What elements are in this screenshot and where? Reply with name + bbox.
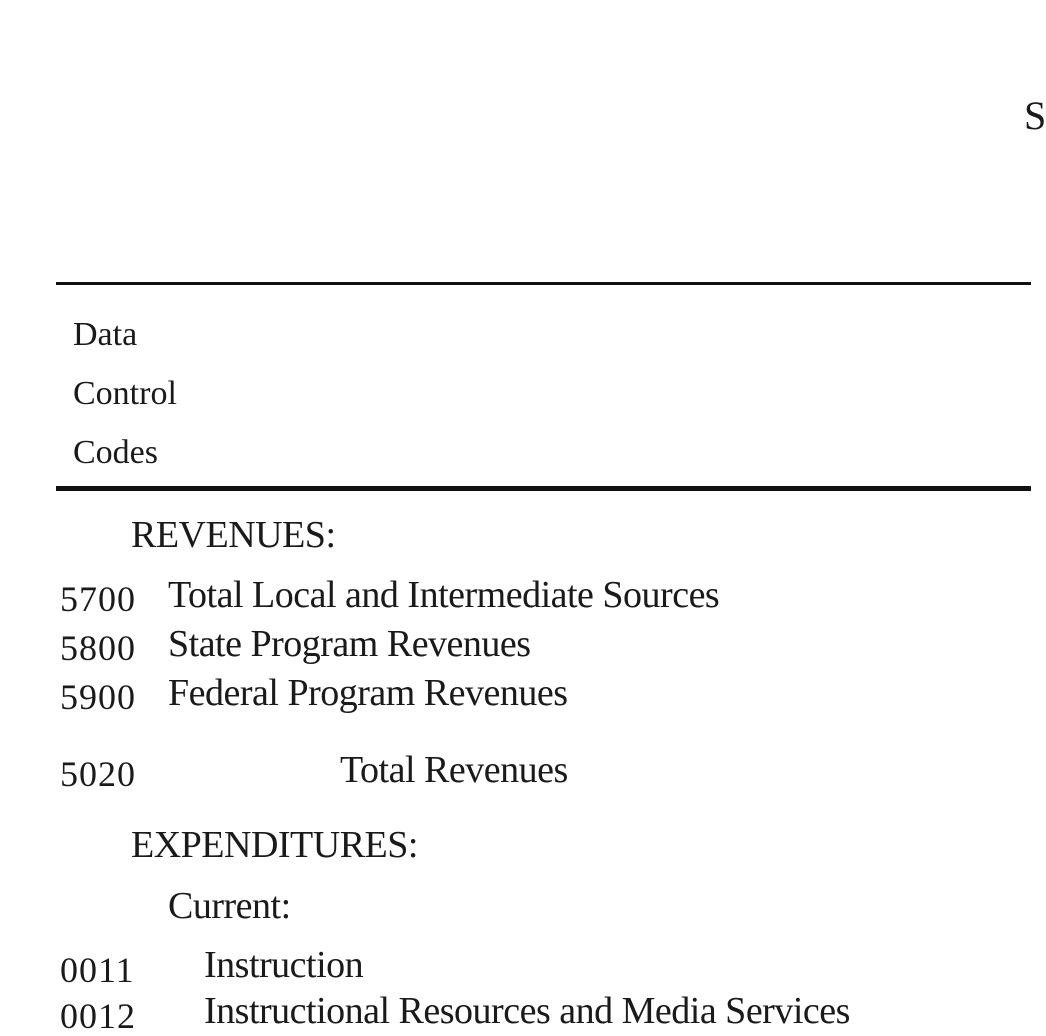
total-row-label: Total Revenues	[340, 749, 568, 791]
row-label: State Program Revenues	[168, 623, 531, 665]
column-header-data: Data	[73, 316, 138, 353]
row-code: 5700	[60, 579, 136, 619]
table-header-rule	[56, 486, 1031, 491]
column-header-control: Control	[73, 375, 177, 412]
row-label: Instruction	[204, 944, 364, 986]
row-code: 0012	[60, 996, 136, 1036]
row-label: Federal Program Revenues	[168, 672, 568, 714]
table-top-rule	[56, 282, 1031, 285]
row-label: Instructional Resources and Media Services	[204, 990, 850, 1032]
current-subsection-title: Current:	[168, 885, 291, 927]
row-code: 5900	[60, 677, 136, 717]
row-code: 0011	[60, 950, 135, 990]
column-header-codes: Codes	[73, 434, 158, 471]
clipped-heading-fragment: S	[1024, 93, 1046, 138]
total-row-code: 5020	[60, 754, 136, 794]
revenues-section-title: REVENUES:	[131, 514, 336, 556]
row-label: Total Local and Intermediate Sources	[168, 574, 720, 616]
expenditures-section-title: EXPENDITURES:	[131, 824, 418, 866]
row-code: 5800	[60, 628, 136, 668]
